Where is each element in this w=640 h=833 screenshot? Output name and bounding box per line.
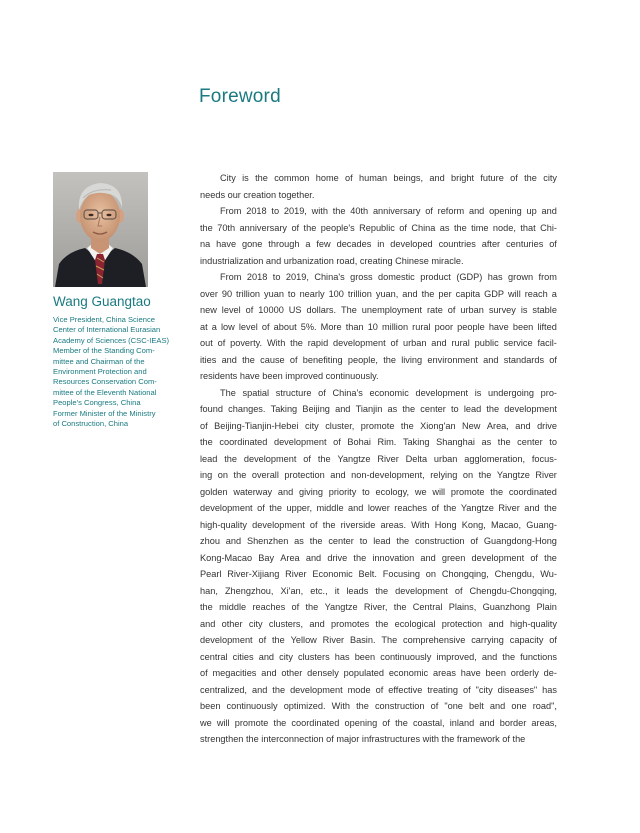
body-line: of megacities and other densely populated economic areas have been orderly de- xyxy=(200,668,557,678)
author-description-line: People's Congress, China xyxy=(53,398,141,408)
author-description-line: mittee and Chairman of the xyxy=(53,356,145,366)
body-line: Pearl River-Xijiang River Economic Belt. Focusing on Chongqing, Chengdu, Wu- xyxy=(200,569,557,579)
author-description-line: Center of International Eurasian xyxy=(53,325,161,335)
author-description-line: Academy of Sciences (CSC-IEAS) xyxy=(53,335,170,345)
body-paragraph xyxy=(200,203,557,269)
author-description-line: Vice President, China Science xyxy=(53,315,156,324)
body-line: residents have been improved continuously. xyxy=(200,371,379,381)
body-line: industrialization and urbanization road, creating Chinese miracle. xyxy=(200,255,464,266)
body-line: lead the development of the Yangtze River Delta urban agglomeration, focus- xyxy=(200,453,557,464)
body-line: zhou and Shenzhen as the center to lead the construction of Guangdong-Hong xyxy=(200,536,557,546)
body-line: From 2018 to 2019, China's gross domestic product (GDP) has grown from xyxy=(220,272,557,282)
body-line: new level of 10000 US dollars. The unemployment rate of urban survey is stable xyxy=(200,305,557,315)
body-line: han, Zhengzhou, Xi'an, etc., it leads the development of Chengdu-Chongqing, xyxy=(200,585,557,596)
body-line: needs our creation together. xyxy=(200,189,315,200)
body-line: the middle reaches of the Yangtze River, the Central Plains, Guanzhong Plain xyxy=(200,602,557,612)
body-line: golden waterway and giving priority to ecology, we will promote the coordinated xyxy=(200,486,557,497)
body-line: found changes. Taking Beijing and Tianjin as the center to lead the development xyxy=(200,404,557,414)
author-description-line: Resources Conservation Com- xyxy=(53,377,157,387)
body-paragraph xyxy=(200,385,557,748)
body-line: ities and the cause of benefiting people, the living environment and standards of xyxy=(200,354,557,365)
body-line: City is the common home of human beings, and bright future of the city xyxy=(220,173,557,183)
author-description-line: Former Minister of the Ministry xyxy=(53,408,156,418)
body-line: strengthen the interconnection of major infrastructures with the framework of the xyxy=(200,734,526,744)
body-line: the 70th anniversary of the people's Republic of China as the time node, that Chi- xyxy=(200,222,557,233)
body-line: development of the Yellow River Basin. The comprehensive carrying capacity of xyxy=(200,635,557,645)
body-line: at a low level of about 5%. More than 10 million rural poor people have been lifted xyxy=(200,321,557,332)
body-line: na have gone through a few decades in developed countries after centuries of xyxy=(200,239,557,249)
body-line: high-quality development of the riverside areas. With Hong Kong, Macao, Guang- xyxy=(200,519,557,530)
body-line: The spatial structure of China's economic development is undergoing pro- xyxy=(220,387,557,398)
body-line: been continuously optimized. With the construction of "one belt and one road", xyxy=(200,701,557,711)
body-line: Kong-Macao Bay Area and drive the innovation and green development of the xyxy=(200,552,557,563)
page-title: Foreword xyxy=(199,86,281,107)
body-line: and other city clusters, and promotes the ecological protection and high-quality xyxy=(200,618,557,629)
author-description-line: Environment Protection and xyxy=(53,367,147,377)
body-line: the coordinated development of Bohai Rim. Taking Shanghai as the center to xyxy=(200,437,557,447)
body-paragraph xyxy=(200,170,557,203)
body-line: central cities and city clusters has been continuously improved, and the functions xyxy=(200,651,557,662)
body-line: over 90 trillion yuan to nearly 100 trillion yuan, and the per capita GDP will reach a xyxy=(200,288,557,299)
author-description-line: Member of the Standing Com- xyxy=(53,346,155,356)
body-line: From 2018 to 2019, with the 40th anniversary of reform and opening up and xyxy=(220,206,557,216)
body-line: ing on the overall protection and non-development, relying on the Yangtze River xyxy=(200,470,557,480)
author-portrait xyxy=(53,172,148,287)
body-paragraph xyxy=(200,269,557,385)
author-description-line: mittee of the Eleventh National xyxy=(53,387,157,397)
body-line: centralized, and the development mode of effective treating of "city diseases" has xyxy=(200,684,557,695)
body-line: we will promote the coordinated opening of the coastal, inland and border areas, xyxy=(200,717,557,728)
body-line: out of poverty. With the rapid development of urban and rural public service facil- xyxy=(200,338,557,348)
author-description xyxy=(53,315,173,429)
foreword-body xyxy=(200,170,557,748)
author-name: Wang Guangtao xyxy=(53,294,151,309)
author-description-line: of Construction, China xyxy=(53,419,129,429)
body-line: of Beijing-Tianjin-Hebei city cluster, promote the Xiong'an New Area, and drive xyxy=(200,420,557,431)
body-line: development of the upper, middle and lower reaches of the Yangtze River and the xyxy=(200,503,557,513)
author-sidebar xyxy=(53,172,173,429)
